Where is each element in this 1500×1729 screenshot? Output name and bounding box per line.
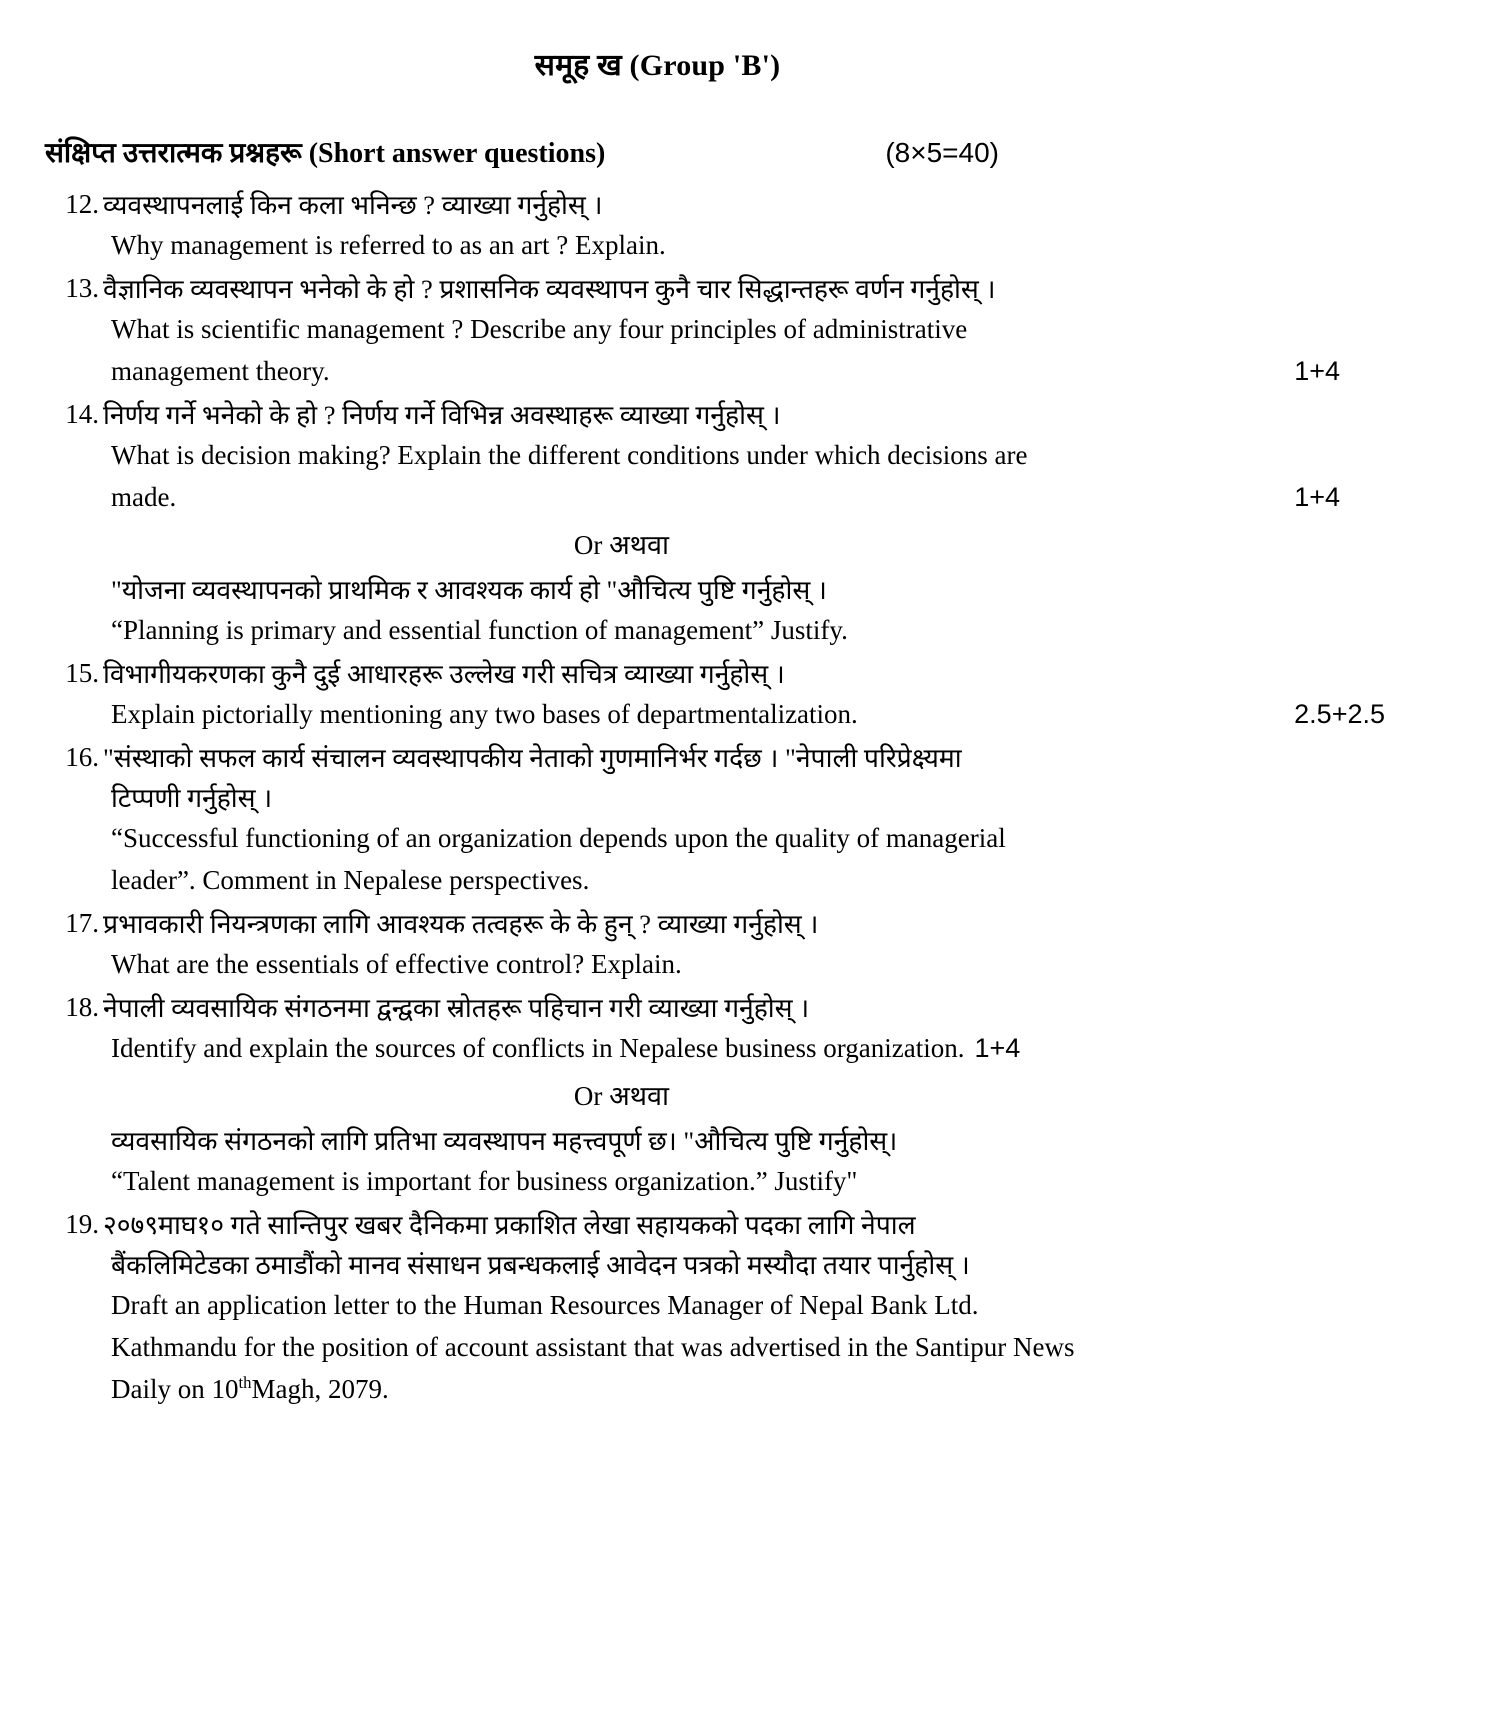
question-english-text-line2: management theory.	[111, 356, 330, 387]
question-nepali-text-line2: टिप्पणी गर्नुहोस् ।	[111, 783, 273, 813]
question-nepali-text-line2: बैंकलिमिटेडका ठमाडौंको मानव संसाधन प्रबन्धकलाई आवेदन पत्रको मस्यौदा तयार पार्नुहोस् ।	[111, 1250, 970, 1281]
question-list	[45, 185, 1440, 1411]
question-item	[45, 395, 1440, 652]
question-item	[45, 1205, 1440, 1411]
question-english-text-line2: made.	[111, 482, 177, 513]
question-marks: 1+4	[974, 1033, 1021, 1064]
question-body	[103, 269, 1440, 393]
question-marks: 2.5+2.5	[1294, 698, 1385, 729]
question-alt-nepali-text: व्यवसायिक संगठनको लागि प्रतिभा व्यवस्थापन महत्त्वपूर्ण छ। "औचित्य पुष्टि गर्नुहोस्।	[111, 1125, 898, 1156]
question-nepali-text: प्रभावकारी नियन्त्रणका लागि आवश्यक तत्वहरू के के हुन् ? व्याख्या गर्नुहोस् ।	[103, 908, 819, 939]
question-item	[45, 904, 1440, 986]
question-english-text-line1: “Successful functioning of an organization depends upon the quality of managerial	[111, 823, 1006, 854]
question-body	[103, 738, 1440, 902]
question-english-text: What are the essentials of effective control? Explain.	[111, 949, 682, 980]
question-alt-nepali-text: "योजना व्यवस्थापनको प्राथमिक र आवश्यक कार्य हो "औचित्य पुष्टि गर्नुहोस् ।	[111, 574, 827, 605]
question-nepali-text: नेपाली व्यवसायिक संगठनमा द्वन्द्वका स्रोतहरू पहिचान गरी व्याख्या गर्नुहोस् ।	[103, 993, 810, 1024]
question-number: 12.	[65, 189, 99, 219]
question-number: 16.	[65, 741, 99, 772]
question-nepali-text: वैज्ञानिक व्यवस्थापन भनेको के हो ? प्रशासनिक व्यवस्थापन कुनै चार सिद्धान्तहरू वर्णन गर्नुहोस् ।	[103, 274, 996, 305]
question-number: 19.	[65, 1208, 99, 1239]
question-body	[103, 904, 1440, 986]
page-title: समूह ख (Group 'B')	[534, 49, 781, 82]
question-english-text-line3	[103, 1369, 1440, 1411]
question-item	[45, 988, 1440, 1203]
question-marks: 1+4	[1294, 356, 1340, 387]
question-body	[103, 185, 1440, 267]
question-english-text-line2: leader”. Comment in Nepalese perspectives.	[111, 865, 590, 896]
question-alt-english-text: “Planning is primary and essential function of management” Justify.	[111, 614, 848, 645]
question-item	[45, 654, 1440, 736]
or-separator: Or अथवा	[573, 1081, 670, 1112]
question-english-text-line3-post: Magh, 2079.	[251, 1374, 389, 1404]
question-english-text-line3-pre: Daily on 10	[111, 1374, 239, 1404]
question-marks: 1+4	[1294, 482, 1340, 513]
question-english-text-row	[103, 1028, 1440, 1070]
question-number: 18.	[65, 992, 99, 1023]
question-item	[45, 738, 1440, 902]
question-number: 13.	[65, 273, 99, 304]
question-english-text-line2: Kathmandu for the position of account assistant that was advertised in the Santipur News	[111, 1332, 1075, 1363]
question-nepali-text: निर्णय गर्ने भनेको के हो ? निर्णय गर्ने विभिन्न अवस्थाहरू व्याख्या गर्नुहोस् ।	[103, 400, 781, 431]
question-body	[103, 654, 1440, 736]
question-number: 17.	[65, 907, 99, 938]
question-english-text: Identify and explain the sources of conflicts in Nepalese business organization.	[111, 1033, 965, 1064]
question-item	[45, 269, 1440, 393]
question-english-text-line2-row	[103, 351, 1440, 393]
question-body	[103, 395, 1440, 652]
question-english-text-line1: Draft an application letter to the Human Resources Manager of Nepal Bank Ltd.	[111, 1290, 979, 1321]
question-nepali-text: विभागीयकरणका कुनै दुई आधारहरू उल्लेख गरी सचित्र व्याख्या गर्नुहोस् ।	[103, 658, 785, 689]
question-body	[103, 988, 1440, 1203]
question-english-text-line2-row	[103, 477, 1440, 519]
question-number: 15.	[65, 657, 99, 688]
question-english-text: Explain pictorially mentioning any two bases of departmentalization.	[111, 698, 858, 729]
or-separator: Or अथवा	[573, 530, 670, 561]
question-english-text: Why management is referred to as an art ? Explain.	[111, 230, 666, 261]
question-english-text-line1: What is scientific management ? Describe any four principles of administrative	[111, 314, 968, 345]
section-marks: (8×5=40)	[885, 137, 999, 168]
question-number: 14.	[65, 399, 99, 430]
question-nepali-text-line1: "संस्थाको सफल कार्य संचालन व्यवस्थापकीय नेताको गुणमानिर्भर गर्दछ । "नेपाली परिप्रेक्ष्यमा	[103, 742, 962, 773]
ordinal-suffix: th	[238, 1373, 252, 1392]
question-alt-english-text: “Talent management is important for business organization.” Justify"	[111, 1165, 858, 1196]
question-english-text-line1: What is decision making? Explain the different conditions under which decisions are	[111, 440, 1028, 471]
question-body	[103, 1205, 1440, 1411]
question-english-text-row	[103, 694, 1440, 736]
question-nepali-text: व्यवस्थापनलाई किन कला भनिन्छ ? व्याख्या गर्नुहोस् ।	[103, 190, 603, 220]
question-item	[45, 185, 1440, 267]
question-nepali-text-line1: २०७९माघ१० गते सान्तिपुर खबर दैनिकमा प्रकाशित लेखा सहायकको पदका लागि नेपाल	[103, 1209, 916, 1240]
section-title: संक्षिप्त उत्तरात्मक प्रश्नहरू (Short answer questions)	[45, 138, 606, 169]
section-header	[45, 136, 1440, 171]
